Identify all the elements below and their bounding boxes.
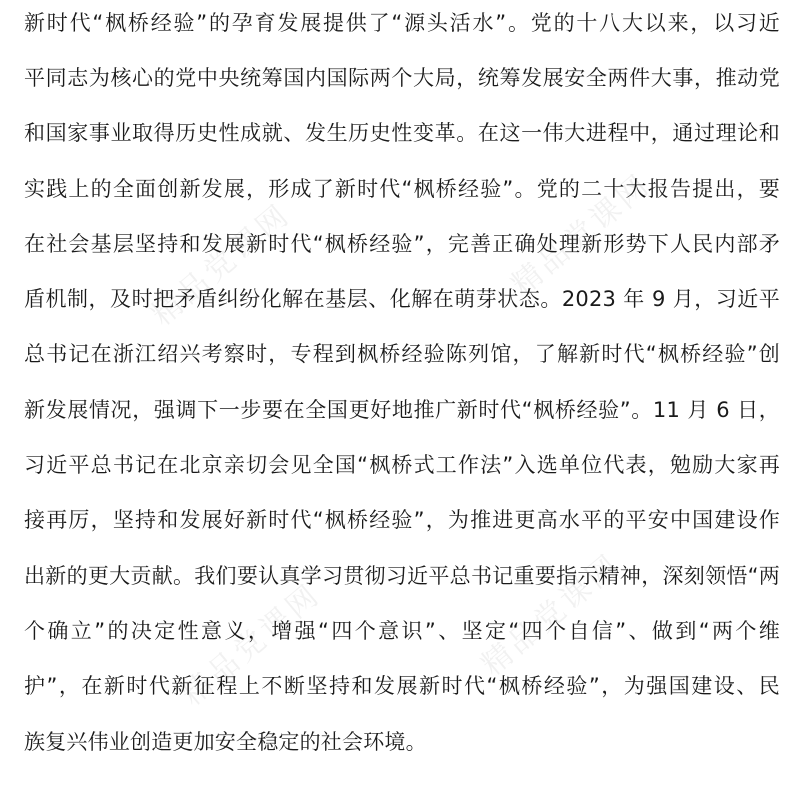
text-line: 新发展情况，强调下一步要在全国更好地推广新时代“枫桥经验”。11 月 6 日， bbox=[24, 398, 780, 422]
text-line: 族复兴伟业创造更加安全稳定的社会环境。 bbox=[24, 730, 427, 754]
text-line: 平同志为核心的党中央统筹国内国际两个大局，统筹发展安全两件大事，推动党 bbox=[24, 66, 780, 90]
text-line: 在社会基层坚持和发展新时代“枫桥经验”，完善正确处理新形势下人民内部矛 bbox=[24, 232, 780, 256]
text-line: 护”，在新时代新征程上不断坚持和发展新时代“枫桥经验”，为强国建设、民 bbox=[24, 674, 780, 698]
text-line: 接再厉，坚持和发展好新时代“枫桥经验”，为推进更高水平的平安中国建设作 bbox=[24, 508, 780, 532]
text-line: 个确立”的决定性意义，增强“四个意识”、坚定“四个自信”、做到“两个维 bbox=[24, 619, 780, 643]
text-line: 实践上的全面创新发展，形成了新时代“枫桥经验”。党的二十大报告提出，要 bbox=[24, 177, 780, 201]
text-line: 和国家事业取得历史性成就、发生历史性变革。在这一伟大进程中，通过理论和 bbox=[24, 121, 780, 145]
text-line: 出新的更大贡献。我们要认真学习贯彻习近平总书记重要指示精神，深刻领悟“两 bbox=[24, 564, 780, 588]
watermark-text: 精品党课网 bbox=[505, 166, 658, 303]
text-line: 新时代“枫桥经验”的孕育发展提供了“源头活水”。党的十八大以来，以习近 bbox=[24, 11, 780, 35]
text-line: 盾机制，及时把矛盾纠纷化解在基层、化解在萌芽状态。2023 年 9 月，习近平 bbox=[24, 287, 780, 311]
text-line: 习近平总书记在北京亲切会见全国“枫桥式工作法”入选单位代表，勉励大家再 bbox=[24, 453, 780, 477]
watermark-text: 精品党课网 bbox=[175, 576, 328, 713]
watermark-text: 精品党课网 bbox=[475, 546, 628, 683]
text-line: 总书记在浙江绍兴考察时，专程到枫桥经验陈列馆，了解新时代“枫桥经验”创 bbox=[24, 342, 780, 366]
watermark-text: 精品党课网 bbox=[145, 196, 298, 333]
